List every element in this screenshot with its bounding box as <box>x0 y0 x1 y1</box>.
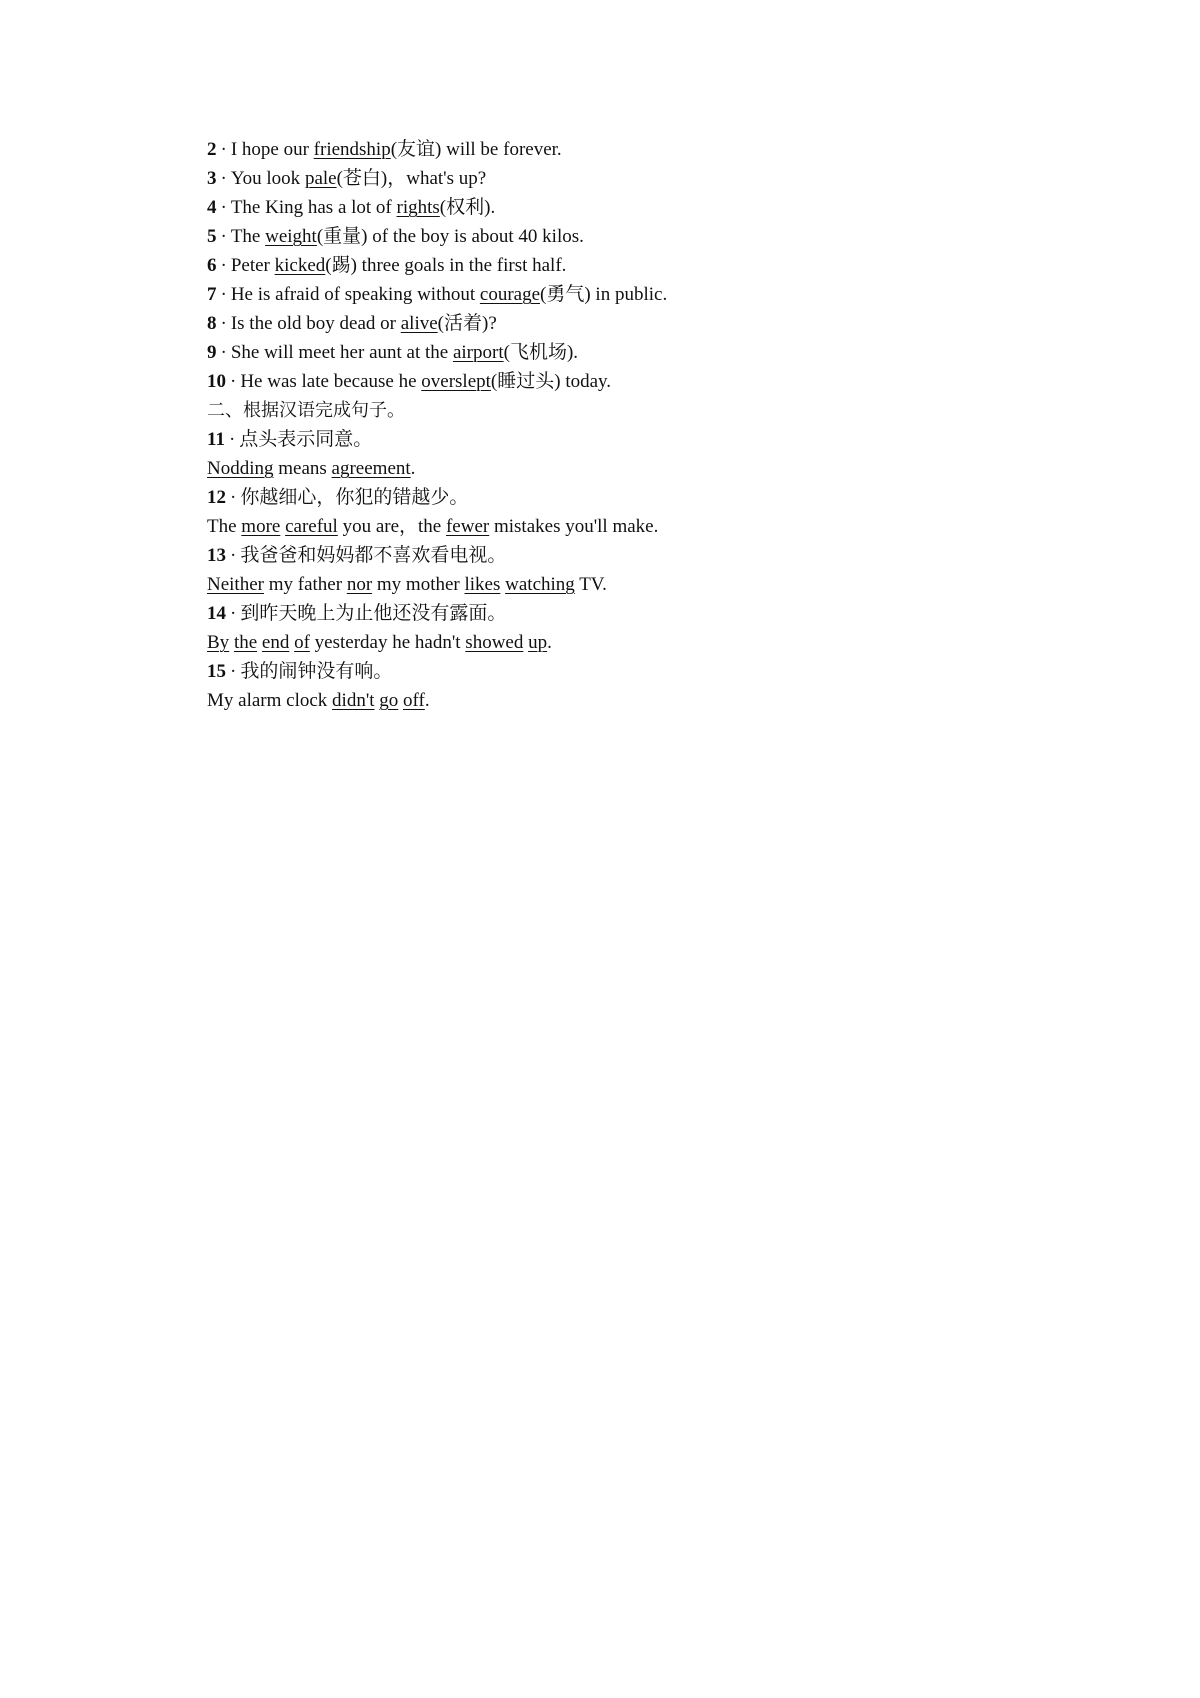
question-line <box>207 164 1067 193</box>
answer-word: By <box>207 632 230 653</box>
answer-word: kicked <box>274 255 326 276</box>
answer-word: airport <box>452 342 504 363</box>
question-line <box>207 599 1067 628</box>
answer-word: watching <box>505 574 575 595</box>
answer-word: end <box>261 632 290 653</box>
sentence-text: (勇气) in public. <box>540 284 668 305</box>
answer-word: overslept <box>421 371 491 392</box>
answer-word: off <box>403 690 425 711</box>
chinese-prompt: 到昨天晚上为止他还没有露面。 <box>240 603 507 624</box>
answer-word: courage <box>479 284 541 305</box>
separator-dot: · <box>220 342 227 363</box>
sentence-text: (踢) three goals in the first half. <box>325 255 567 276</box>
sentence-text: (睡过头) today. <box>490 371 612 392</box>
question-line <box>207 309 1067 338</box>
question-line <box>207 193 1067 222</box>
sentence-text: He is afraid of speaking without <box>230 284 480 305</box>
answer-word: likes <box>464 574 501 595</box>
answer-line <box>207 570 1067 599</box>
sentence-text: my father <box>263 574 347 595</box>
separator-dot: · <box>220 197 227 218</box>
question-line <box>207 251 1067 280</box>
separator-dot: · <box>220 139 227 160</box>
separator-dot: · <box>220 284 227 305</box>
answer-word: careful <box>285 516 338 537</box>
separator-dot: · <box>230 661 237 682</box>
answer-word: the <box>233 632 258 653</box>
separator-dot: · <box>230 545 237 566</box>
sentence-text: Is the old boy dead or <box>230 313 401 334</box>
question-number: 8 <box>207 313 217 334</box>
sentence-text: (飞机场). <box>503 342 579 363</box>
sentence-text: my mother <box>372 574 465 595</box>
sentence-text: . <box>547 632 552 653</box>
answer-word: nor <box>346 574 373 595</box>
answer-word: more <box>241 516 281 537</box>
question-line <box>207 657 1067 686</box>
sentence-text: He was late because he <box>240 371 422 392</box>
answer-line <box>207 454 1067 483</box>
question-line <box>207 338 1067 367</box>
sentence-text: (重量) of the boy is about 40 kilos. <box>316 226 584 247</box>
sentence-text: The King has a lot of <box>230 197 397 218</box>
question-number: 15 <box>207 661 226 682</box>
separator-dot: · <box>220 255 227 276</box>
separator-dot: · <box>220 226 227 247</box>
question-number: 13 <box>207 545 226 566</box>
question-line <box>207 483 1067 512</box>
answer-line <box>207 628 1067 657</box>
question-line <box>207 541 1067 570</box>
answer-word: up <box>528 632 548 653</box>
part-one-list <box>207 135 1067 396</box>
sentence-text: means <box>273 458 332 479</box>
answer-word: of <box>294 632 310 653</box>
answer-word: Neither <box>207 574 264 595</box>
question-number: 10 <box>207 371 226 392</box>
question-number: 14 <box>207 603 226 624</box>
answer-word: weight <box>265 226 317 247</box>
question-number: 3 <box>207 168 217 189</box>
answer-word: rights <box>396 197 440 218</box>
answer-word: go <box>379 690 399 711</box>
sentence-text: I hope our <box>230 139 314 160</box>
sentence-text: You look <box>230 168 305 189</box>
sentence-text: She will meet her aunt at the <box>230 342 453 363</box>
question-number: 9 <box>207 342 217 363</box>
sentence-text: TV. <box>574 574 607 595</box>
answer-word: alive <box>400 313 438 334</box>
answer-word: Nodding <box>207 458 274 479</box>
question-number: 6 <box>207 255 217 276</box>
section-heading: 二、根据汉语完成句子。 <box>207 400 405 421</box>
sentence-text: The <box>230 226 266 247</box>
chinese-prompt: 点头表示同意。 <box>239 429 373 450</box>
question-line <box>207 367 1067 396</box>
sentence-text: . <box>424 690 430 711</box>
sentence-text: mistakes you'll make. <box>489 516 659 537</box>
part-two-list <box>207 425 1067 715</box>
question-number: 12 <box>207 487 226 508</box>
question-line <box>207 425 1067 454</box>
answer-word: friendship <box>313 139 391 160</box>
answer-line <box>207 686 1067 715</box>
chinese-prompt: 我爸爸和妈妈都不喜欢看电视。 <box>240 545 507 566</box>
question-line <box>207 135 1067 164</box>
question-number: 2 <box>207 139 217 160</box>
answer-line <box>207 512 1067 541</box>
separator-dot: · <box>230 371 237 392</box>
question-number: 11 <box>207 429 225 450</box>
question-number: 4 <box>207 197 217 218</box>
sentence-text: you are，the <box>337 516 446 537</box>
sentence-text: My alarm clock <box>207 690 333 711</box>
sentence-text: Peter <box>230 255 275 276</box>
separator-dot: · <box>230 603 237 624</box>
sentence-text: . <box>410 458 416 479</box>
question-line <box>207 280 1067 309</box>
answer-word: agreement <box>331 458 411 479</box>
sentence-text: (友谊) will be forever. <box>390 139 562 160</box>
answer-word: fewer <box>445 516 490 537</box>
question-line <box>207 222 1067 251</box>
sentence-text: (权利). <box>439 197 496 218</box>
sentence-text: (苍白)，what's up? <box>336 168 487 189</box>
document-page <box>207 135 1067 715</box>
separator-dot: · <box>230 487 237 508</box>
sentence-text: The <box>207 516 242 537</box>
question-number: 5 <box>207 226 217 247</box>
answer-word: didn't <box>332 690 375 711</box>
answer-word: pale <box>304 168 337 189</box>
sentence-text: (活着)? <box>437 313 497 334</box>
question-number: 7 <box>207 284 217 305</box>
separator-dot: · <box>228 429 236 450</box>
chinese-prompt: 你越细心，你犯的错越少。 <box>240 487 469 508</box>
sentence-text: yesterday he hadn't <box>309 632 466 653</box>
chinese-prompt: 我的闹钟没有响。 <box>240 661 393 682</box>
separator-dot: · <box>220 168 227 189</box>
answer-word: showed <box>465 632 524 653</box>
separator-dot: · <box>220 313 227 334</box>
